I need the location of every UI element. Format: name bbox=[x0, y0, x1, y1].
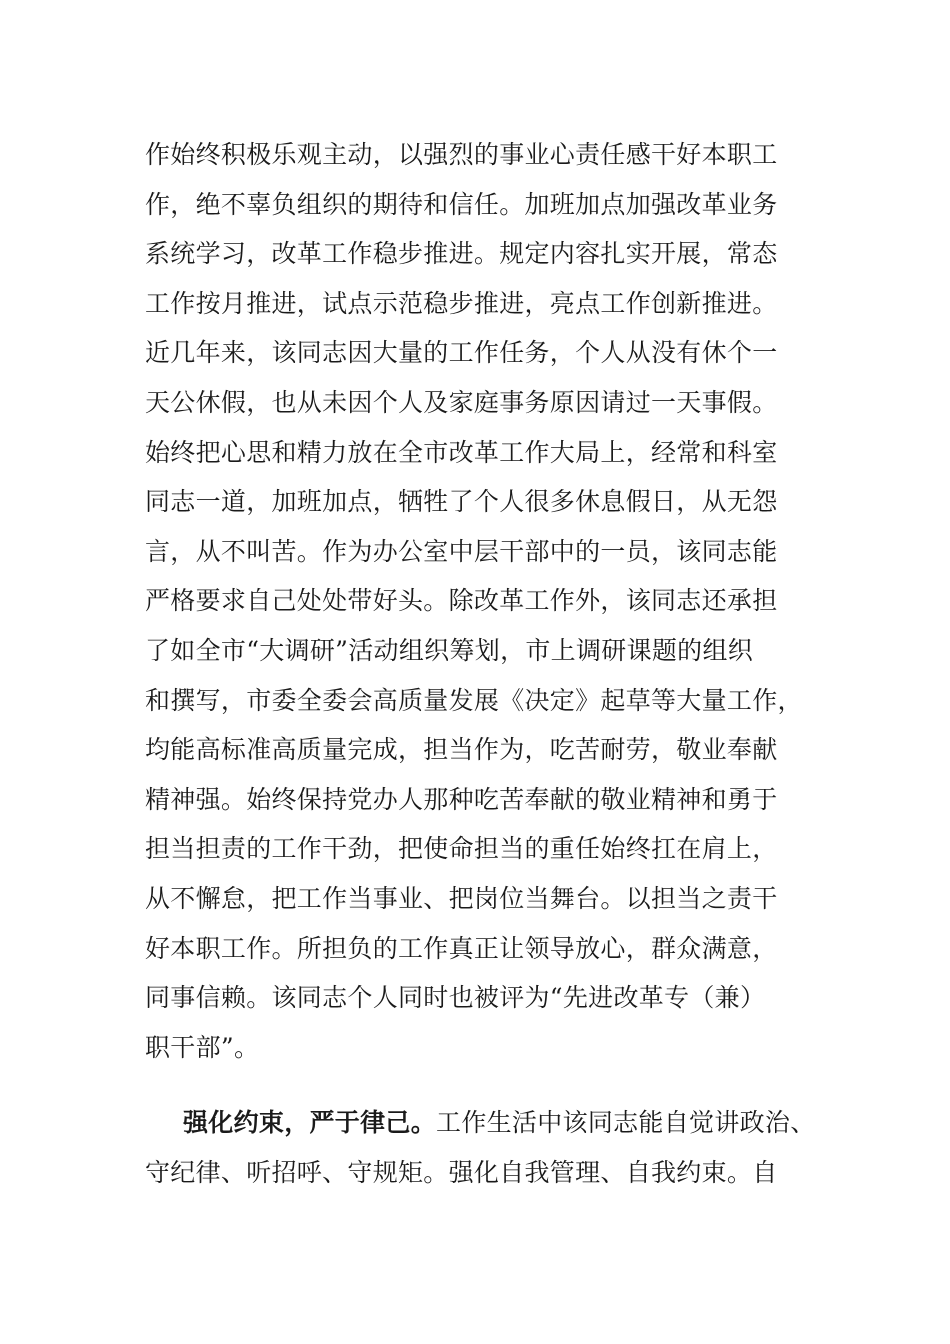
text-line: 同志一道，加班加点，牺牲了个人很多休息假日，从无怨 bbox=[145, 487, 778, 517]
text-line: 了如全市“大调研”活动组织筹划，市上调研课题的组织 bbox=[145, 635, 754, 665]
text-line: 作，绝不辜负组织的期待和信任。加班加点加强改革业务 bbox=[145, 189, 778, 219]
paragraph-text: 工作生活中该同志能自觉讲政治、 bbox=[436, 1108, 816, 1138]
text-line: 同事信赖。该同志个人同时也被评为“先进改革专（兼） bbox=[145, 983, 766, 1013]
text-line: 担当担责的工作干劲，把使命担当的重任始终扛在肩上， bbox=[145, 834, 778, 864]
text-line: 均能高标准高质量完成，担当作为，吃苦耐劳，敬业奉献 bbox=[145, 735, 778, 765]
text-line: 严格要求自己处处带好头。除改革工作外，该同志还承担 bbox=[145, 586, 778, 616]
text-line: 近几年来，该同志因大量的工作任务，个人从没有休个一 bbox=[145, 338, 778, 368]
text-line: 好本职工作。所担负的工作真正让领导放心，群众满意， bbox=[145, 933, 778, 963]
document-body bbox=[145, 130, 825, 1197]
paragraph-heading: 强化约束，严于律己。 bbox=[183, 1108, 437, 1138]
text-line: 天公休假，也从未因个人及家庭事务原因请过一天事假。 bbox=[145, 387, 778, 417]
text-line: 守纪律、听招呼、守规矩。强化自我管理、自我约束。自 bbox=[145, 1157, 778, 1187]
text-line: 言，从不叫苦。作为办公室中层干部中的一员，该同志能 bbox=[145, 536, 778, 566]
text-line: 工作按月推进，试点示范稳步推进，亮点工作创新推进。 bbox=[145, 288, 778, 318]
text-line: 和撰写，市委全委会高质量发展《决定》起草等大量工作， bbox=[145, 685, 803, 715]
text-line: 精神强。始终保持党办人那种吃苦奉献的敬业精神和勇于 bbox=[145, 784, 778, 814]
text-line: 系统学习，改革工作稳步推进。规定内容扎实开展，常态 bbox=[145, 239, 778, 269]
text-line: 始终把心思和精力放在全市改革工作大局上，经常和科室 bbox=[145, 437, 778, 467]
text-line: 职干部”。 bbox=[145, 1032, 260, 1062]
paragraph-2-first-line bbox=[145, 1098, 825, 1148]
text-line: 从不懈怠，把工作当事业、把岗位当舞台。以担当之责干 bbox=[145, 883, 778, 913]
text-line: 作始终积极乐观主动，以强烈的事业心责任感干好本职工 bbox=[145, 140, 778, 169]
